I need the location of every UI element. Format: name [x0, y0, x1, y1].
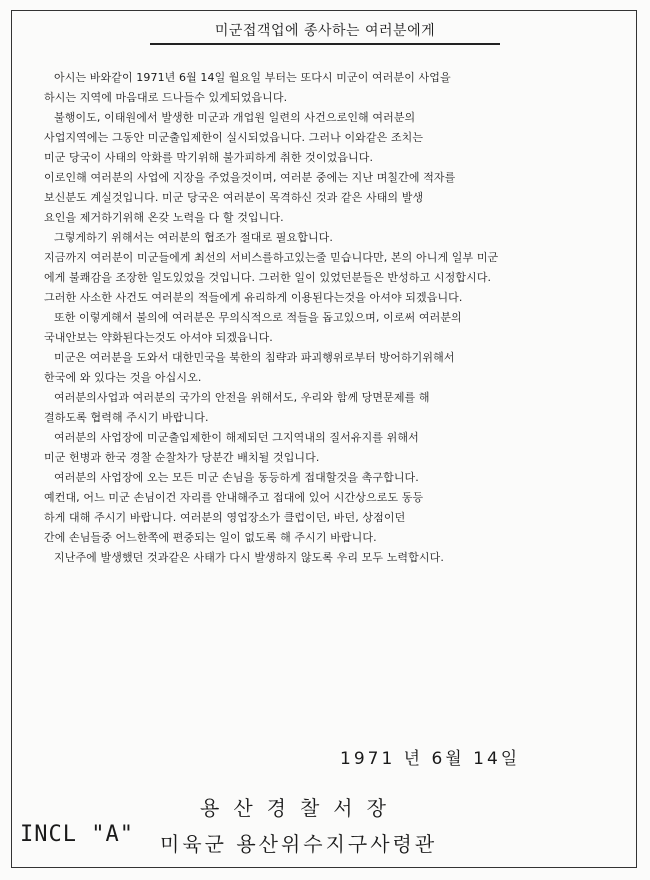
body-line: 결하도록 협력해 주시기 바랍니다.	[44, 411, 209, 424]
body-line: 요인을 제거하기위해 온갖 노력을 다 할 것입니다.	[44, 211, 284, 224]
document-body	[44, 68, 604, 568]
document-date: 1971 년 6월 14일	[340, 749, 521, 769]
body-line: 지난주에 발생했던 것과같은 사태가 다시 발생하지 않도록 우리 모두 노력합시다.	[54, 551, 444, 564]
body-line: 미군 헌병과 한국 경찰 순찰차가 당분간 배치될 것입니다.	[44, 451, 320, 464]
body-line: 사업지역에는 그동안 미군출입제한이 실시되었읍니다. 그러나 이와같은 조치는	[44, 131, 424, 144]
issuer-us-army-commander: 미육군 용산위수지구사령관	[160, 832, 438, 856]
body-line: 보신분도 계실것입니다. 미군 당국은 여러분이 목격하신 것과 같은 사태의 발생	[44, 191, 424, 204]
body-line: 아시는 바와같이 1971년 6월 14일 월요일 부터는 또다시 미군이 여러분이 사업을	[54, 71, 451, 84]
body-line: 간에 손님들중 어느한쪽에 편중되는 일이 없도록 해 주시기 바랍니다.	[44, 531, 377, 544]
body-line: 또한 이렇게해서 불의에 여러분은 무의식적으로 적들을 돕고있으며, 이로써 여러분의	[54, 311, 462, 324]
title-underline	[150, 43, 500, 45]
body-line: 여러분의 사업장에 오는 모든 미군 손님을 동등하게 접대할것을 촉구합니다.	[54, 471, 419, 484]
body-line: 하게 대해 주시기 바랍니다. 여러분의 영업장소가 클럽이던, 바던, 상점이던	[44, 511, 406, 524]
body-line: 예컨대, 어느 미군 손님이건 자리를 안내해주고 접대에 있어 시간상으로도 동등	[44, 491, 424, 504]
body-line: 에게 불쾌감을 조장한 일도있었을 것입니다. 그러한 일이 있었던분들은 반성하고 시정합시다.	[44, 271, 492, 284]
issuer-police-chief: 용산경찰서장	[200, 796, 400, 820]
body-line: 하시는 지역에 마음대로 드나들수 있게되었읍니다.	[44, 91, 288, 104]
body-line: 국내안보는 약화된다는것도 아셔야 되겠읍니다.	[44, 331, 273, 344]
body-line: 이로인해 여러분의 사업에 지장을 주었을것이며, 여러분 중에는 지난 며칠간에 적자를	[44, 171, 456, 184]
body-line: 불행이도, 이태원에서 발생한 미군과 개업원 일련의 사건으로인해 여러분의	[54, 111, 416, 124]
inclosure-annotation: INCL "A"	[20, 822, 134, 847]
body-line: 미군 당국이 사태의 악화를 막기위해 불가피하게 취한 것이었읍니다.	[44, 151, 374, 164]
body-line: 그렇게하기 위해서는 여러분의 협조가 절대로 필요합니다.	[54, 231, 334, 244]
body-line: 여러분의 사업장에 미군출입제한이 해제되던 그지역내의 질서유지를 위해서	[54, 431, 419, 444]
body-line: 한국에 와 있다는 것을 아십시오.	[44, 371, 202, 384]
body-line: 지금까지 여러분이 미군들에게 최선의 서비스를하고있는줄 믿습니다만, 본의 아니게 일부 미군	[44, 251, 499, 264]
body-line: 그러한 사소한 사건도 여러분의 적들에게 유리하게 이용된다는것을 아셔야 되겠읍니다.	[44, 291, 463, 304]
document-title: 미군접객업에 종사하는 여러분에게	[214, 23, 436, 39]
body-line: 미군은 여러분을 도와서 대한민국을 북한의 침략과 파괴행위로부터 방어하기위해서	[54, 351, 455, 364]
body-line: 여러분의사업과 여러분의 국가의 안전을 위해서도, 우리와 함께 당면문제를 해	[54, 391, 430, 404]
